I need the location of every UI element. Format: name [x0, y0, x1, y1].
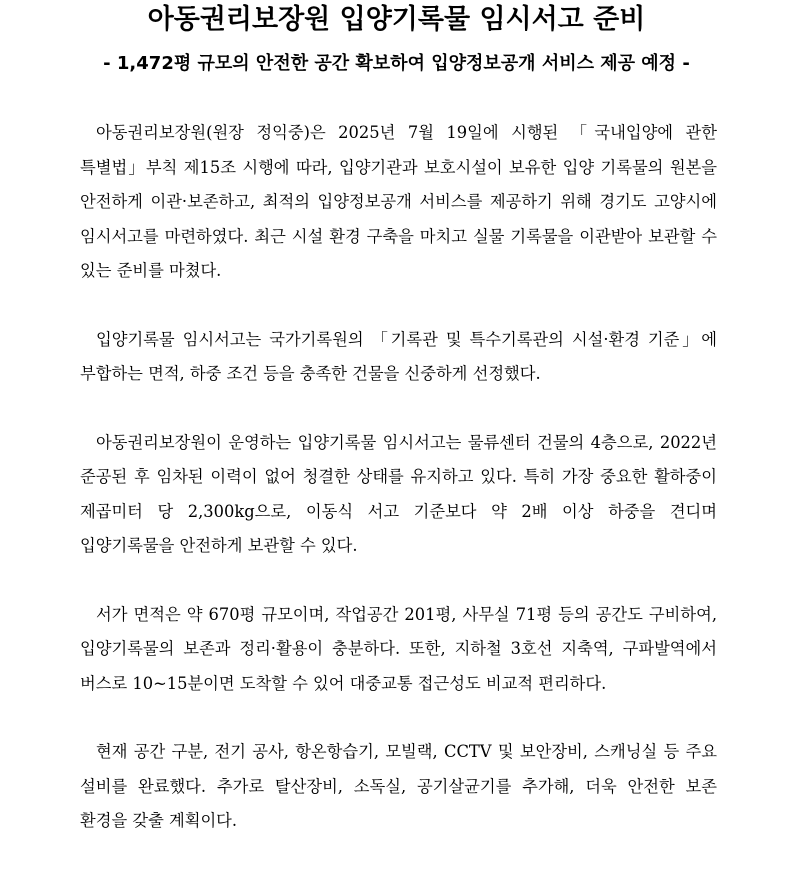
document-title: 아동권리보장원 입양기록물 임시서고 준비: [147, 4, 646, 35]
document-body: [80, 116, 717, 873]
paragraph-4: 서가 면적은 약 670평 규모이며, 작업공간 201평, 사무실 71평 등의 공간도 구비하여, 입양기록물의 보존과 정리·활용이 충분하다. 또한, 지하철 3호선 지축역, 구파발역에서 버스로 10~15분이면 도착할 수 있어 대중교통 접근성도 비교적 편리하다.: [80, 604, 717, 693]
document-subtitle: - 1,472평 규모의 안전한 공간 확보하여 입양정보공개 서비스 제공 예정 -: [103, 53, 690, 74]
paragraph-5: 현재 공간 구분, 전기 공사, 항온항습기, 모빌랙, CCTV 및 보안장비, 스캐닝실 등 주요 설비를 완료했다. 추가로 탈산장비, 소독실, 공기살균기를 추가해, 더욱 안전한 보존 환경을 갖출 계획이다.: [80, 742, 717, 830]
paragraph-1: 아동권리보장원(원장 정익중)은 2025년 7월 19일에 시행된 「국내입양에 관한 특별법」부칙 제15조 시행에 따라, 입양기관과 보호시설이 보유한 입양 기록물의 원본을 안전하게 이관·보존하고, 최적의 입양정보공개 서비스를 제공하기 위해 경기도 고양시에 임시서고를 마련하였다. 최근 시설 환경 구축을 마치고 실물 기록물을 이관받아 보관할 수 있는 준비를 마쳤다.: [80, 123, 717, 280]
paragraph-3: 아동권리보장원이 운영하는 입양기록물 임시서고는 물류센터 건물의 4층으로, 2022년 준공된 후 임차된 이력이 없어 청결한 상태를 유지하고 있다. 특히 가장 중요한 활하중이 제곱미터 당 2,300kg으로, 이동식 서고 기준보다 약 2배 이상 하중을 견디며 입양기록물을 안전하게 보관할 수 있다.: [80, 432, 717, 555]
paragraph-2: 입양기록물 임시서고는 국가기록원의 「기록관 및 특수기록관의 시설·환경 기준」에 부합하는 면적, 하중 조건 등을 충족한 건물을 신중하게 선정했다.: [80, 329, 717, 383]
